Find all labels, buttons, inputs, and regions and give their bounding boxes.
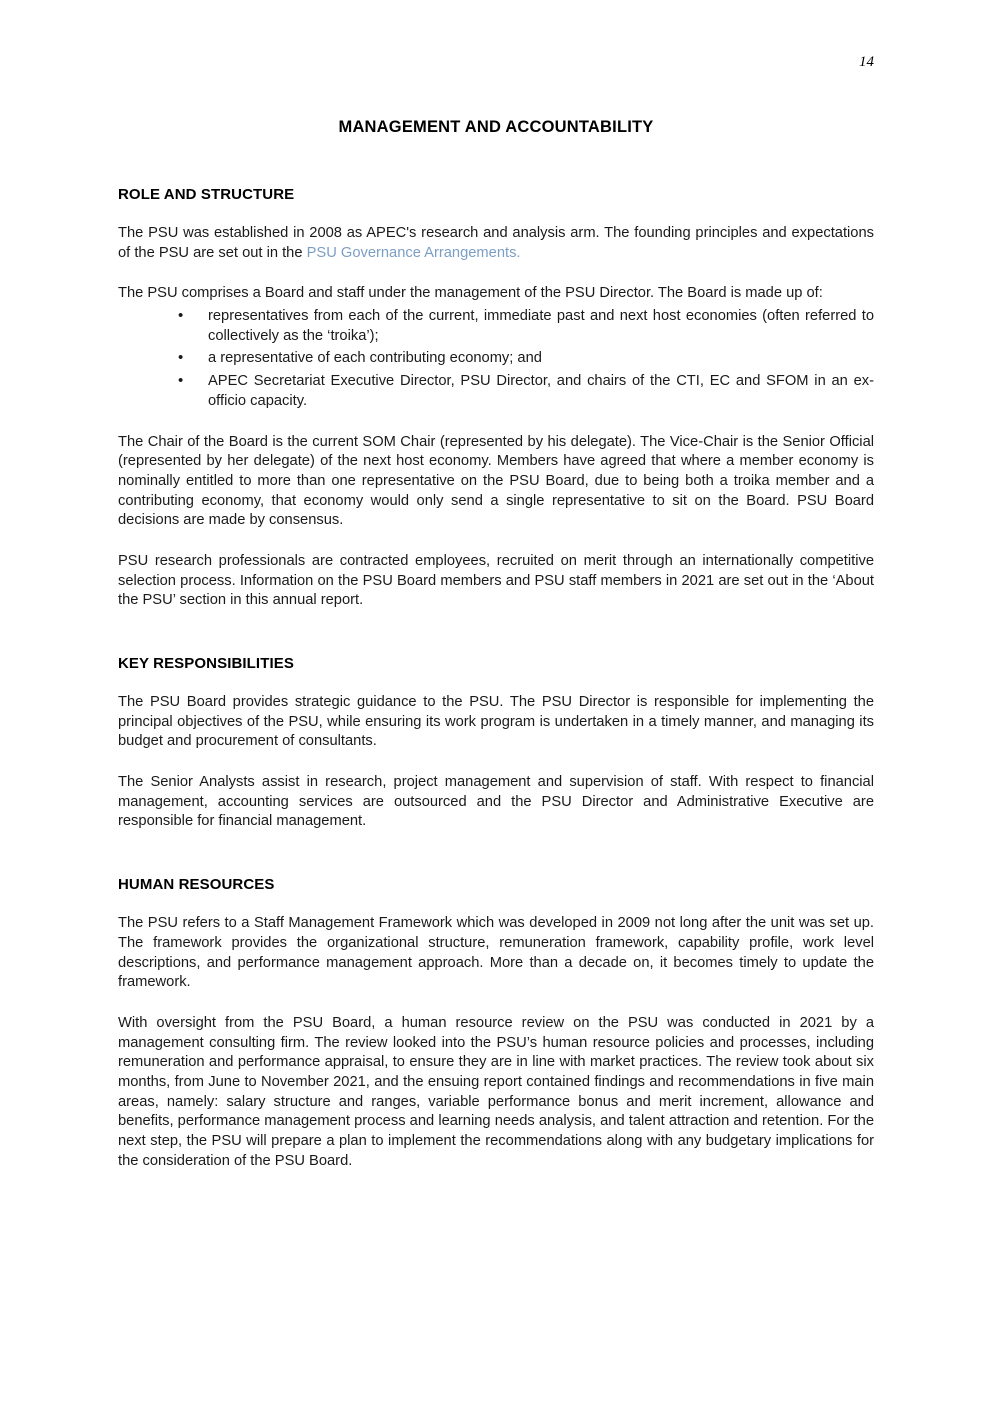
psu-governance-arrangements-link[interactable]: PSU Governance Arrangements. (306, 244, 521, 261)
section-heading-role-and-structure: ROLE AND STRUCTURE (118, 186, 295, 203)
section-heading-human-resources: HUMAN RESOURCES (118, 876, 275, 894)
paragraph: The Senior Analysts assist in research, project management and supervision of staff. With respect to financial management, accounting services are outsourced and the PSU Director and Administrative Executive are responsible for financial management. (118, 774, 874, 830)
paragraph: The PSU comprises a Board and staff under the management of the PSU Director. The Board is made up of: (118, 285, 823, 302)
paragraph: PSU research professionals are contracted employees, recruited on merit through an internationally competitive selection process. Information on the PSU Board members and PSU staff members in 2021 are set out in the ‘About the PSU’ section in this annual report. (118, 552, 874, 609)
list-item: • a representative of each contributing economy; and (178, 349, 874, 369)
board-composition-list (118, 307, 874, 411)
list-item: • representatives from each of the current, immediate past and next host economies (often referred to collectively as the ‘troika’); (178, 307, 874, 346)
paragraph: The PSU Board provides strategic guidance to the PSU. The PSU Director is responsible for implementing the principal objectives of the PSU, while ensuring its work program is undertaken in a timely manner, and managing its budget and procurement of consultants. (118, 694, 874, 750)
paragraph: With oversight from the PSU Board, a human resource review on the PSU was conducted in 2021 by a management consulting firm. The review looked into the PSU’s human resource policies and processes, including remuneration and performance appraisal, to ensure they are in line with market practices. The review took about six months, from June to November 2021, and the ensuing report contained findings and recommendations in five main areas, namely: salary structure and ranges, variable performance bonus and merit increment, allowance and benefits, performance management process and learning needs analysis, and talent attraction and retention. For the next step, the PSU will prepare a plan to implement the recommendations along with any budgetary implications for the consideration of the PSU Board. (118, 1014, 874, 1169)
paragraph-text: The PSU was established in 2008 as APEC's research and analysis arm. The founding principles and expectations of the PSU are set out in the (118, 225, 874, 261)
paragraph (118, 224, 874, 263)
section-heading-key-responsibilities: KEY RESPONSIBILITIES (118, 655, 294, 672)
paragraph: The Chair of the Board is the current SOM Chair (represented by his delegate). The Vice-Chair is the Senior Official (represented by her delegate) of the next host economy. Members have agreed that where a member economy is nominally entitled to more than one representative on the PSU Board, due to being both a troika member and a contributing economy, that economy would only send a single representative to sit on the Board. PSU Board decisions are made by consensus. (118, 433, 874, 529)
list-item: • APEC Secretariat Executive Director, PSU Director, and chairs of the CTI, EC and SFOM in an ex-officio capacity. (178, 372, 874, 411)
paragraph: The PSU refers to a Staff Management Framework which was developed in 2009 not long after the unit was set up. The framework provides the organizational structure, remuneration framework, capability profile, work level descriptions, and performance management approach. More than a decade on, it becomes timely to update the framework. (118, 915, 874, 991)
page-number: 14 (859, 54, 874, 70)
page-title: MANAGEMENT AND ACCOUNTABILITY (338, 118, 654, 136)
